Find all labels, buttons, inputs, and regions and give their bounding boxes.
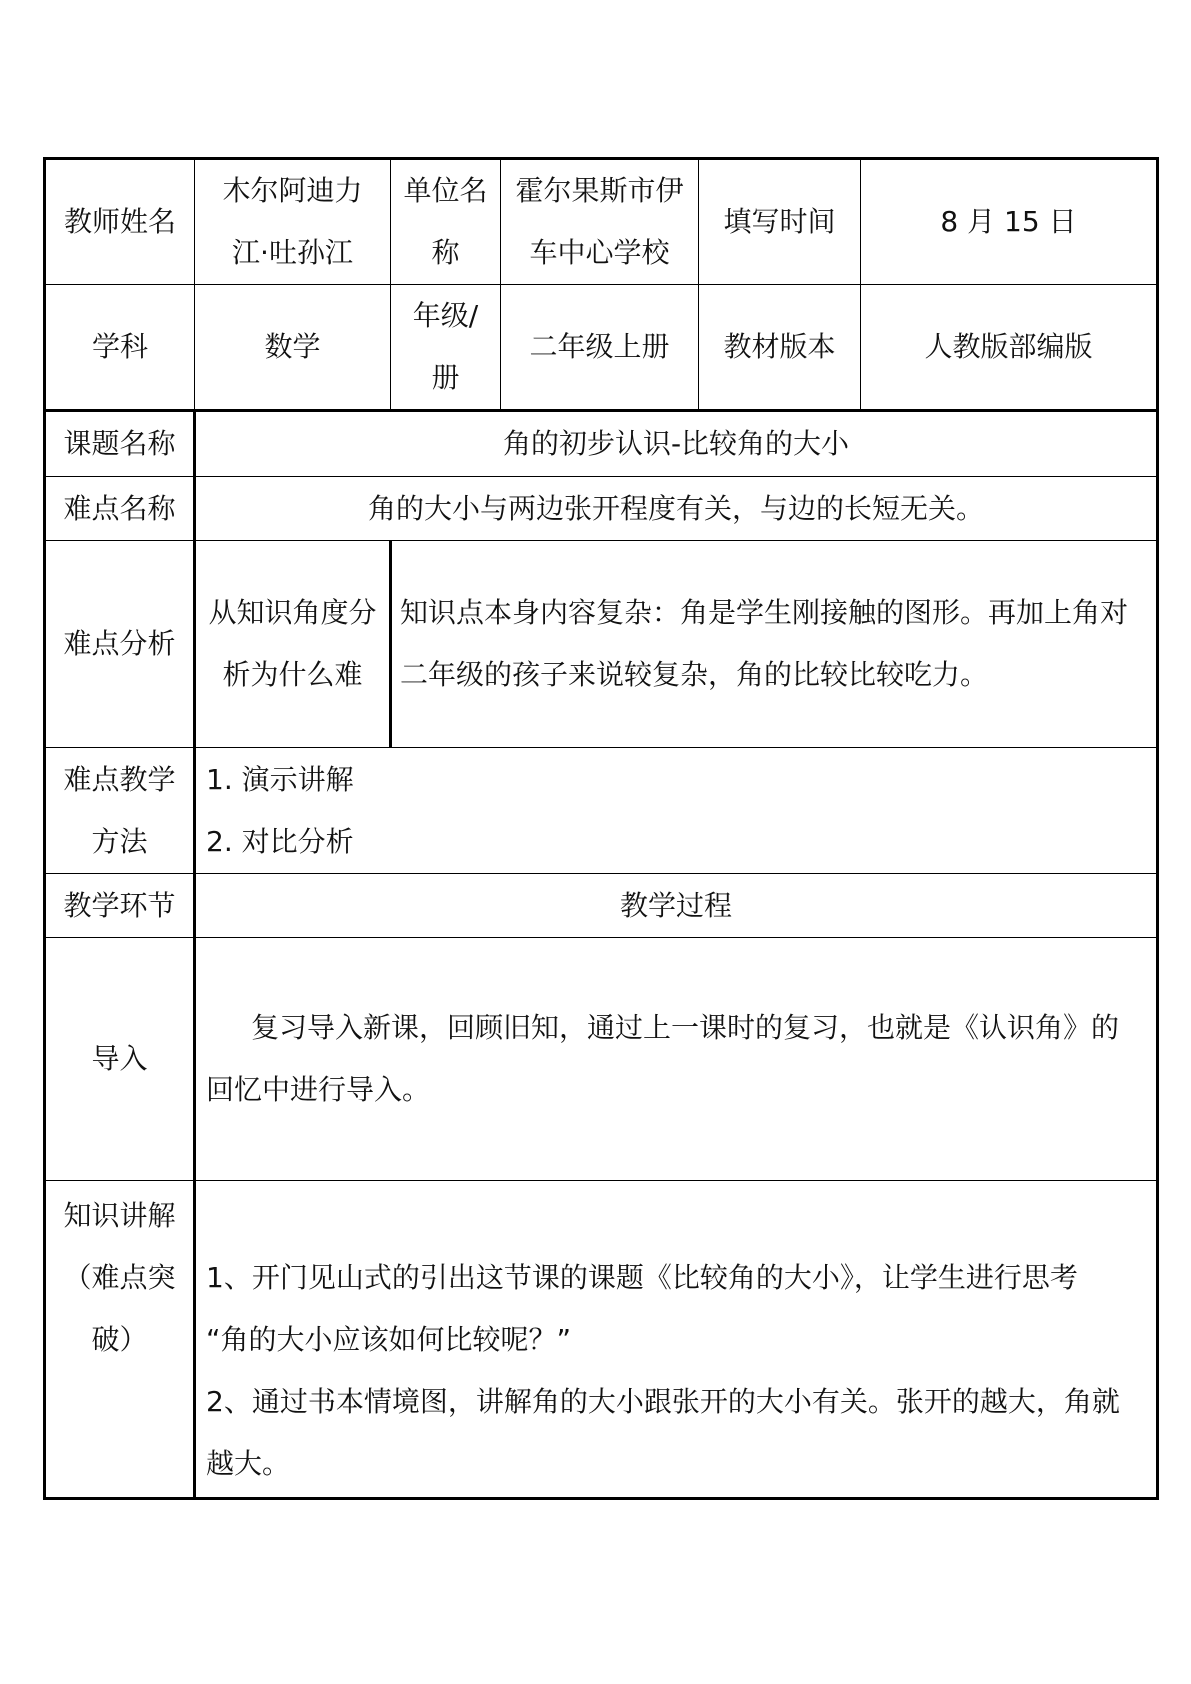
method-list bbox=[195, 748, 1158, 874]
knowledge-label: 知识讲解 （难点突 破） bbox=[45, 1181, 195, 1499]
analysis-text: 知识点本身内容复杂：角是学生刚接触的图形。再加上角对 二年级的孩子来说较复杂，角的比较比较吃力。 bbox=[391, 541, 1158, 748]
grade-label: 年级/ 册 bbox=[391, 285, 501, 411]
subject-value: 数学 bbox=[195, 285, 391, 411]
date-value: 8 月 15 日 bbox=[861, 159, 1158, 285]
method-label: 难点教学 方法 bbox=[45, 748, 195, 874]
intro-label: 导入 bbox=[45, 938, 195, 1181]
method-item: 2. 对比分析 bbox=[206, 824, 354, 858]
date-label: 填写时间 bbox=[699, 159, 861, 285]
edition-value: 人教版部编版 bbox=[861, 285, 1158, 411]
unit-value: 霍尔果斯市伊 车中心学校 bbox=[501, 159, 699, 285]
grade-value: 二年级上册 bbox=[501, 285, 699, 411]
edition-label: 教材版本 bbox=[699, 285, 861, 411]
row-intro bbox=[45, 938, 1158, 1181]
row-difficulty bbox=[45, 477, 1158, 541]
row-method bbox=[45, 748, 1158, 874]
difficulty-label: 难点名称 bbox=[45, 477, 195, 541]
method-item: 1. 演示讲解 bbox=[206, 762, 354, 796]
analysis-label: 难点分析 bbox=[45, 541, 195, 748]
knowledge-text: 1、开门见山式的引出这节课的课题《比较角的大小》，让学生进行思考 “角的大小应该如何比较呢？” 2、通过书本情境图，讲解角的大小跟张开的大小有关。张开的越大，角就 越大。 bbox=[195, 1181, 1158, 1499]
topic-value: 角的初步认识-比较角的大小 bbox=[195, 411, 1158, 477]
teacher-label: 教师姓名 bbox=[45, 159, 195, 285]
row-teacher-info bbox=[45, 159, 1158, 285]
row-analysis bbox=[45, 541, 1158, 748]
topic-label: 课题名称 bbox=[45, 411, 195, 477]
lesson-plan-table bbox=[43, 157, 1159, 1500]
subject-label: 学科 bbox=[45, 285, 195, 411]
row-topic bbox=[45, 411, 1158, 477]
teacher-name: 木尔阿迪力 江·吐孙江 bbox=[195, 159, 391, 285]
unit-label: 单位名 称 bbox=[391, 159, 501, 285]
analysis-sub-label: 从知识角度分 析为什么难 bbox=[195, 541, 391, 748]
process-step-label: 教学环节 bbox=[45, 874, 195, 938]
row-process-header bbox=[45, 874, 1158, 938]
intro-text: 复习导入新课，回顾旧知，通过上一课时的复习，也就是《认识角》的 回忆中进行导入。 bbox=[195, 938, 1158, 1181]
difficulty-value: 角的大小与两边张开程度有关，与边的长短无关。 bbox=[195, 477, 1158, 541]
row-knowledge bbox=[45, 1181, 1158, 1499]
lesson-plan-sheet bbox=[43, 157, 1156, 1500]
row-subject-info bbox=[45, 285, 1158, 411]
process-header-value: 教学过程 bbox=[195, 874, 1158, 938]
